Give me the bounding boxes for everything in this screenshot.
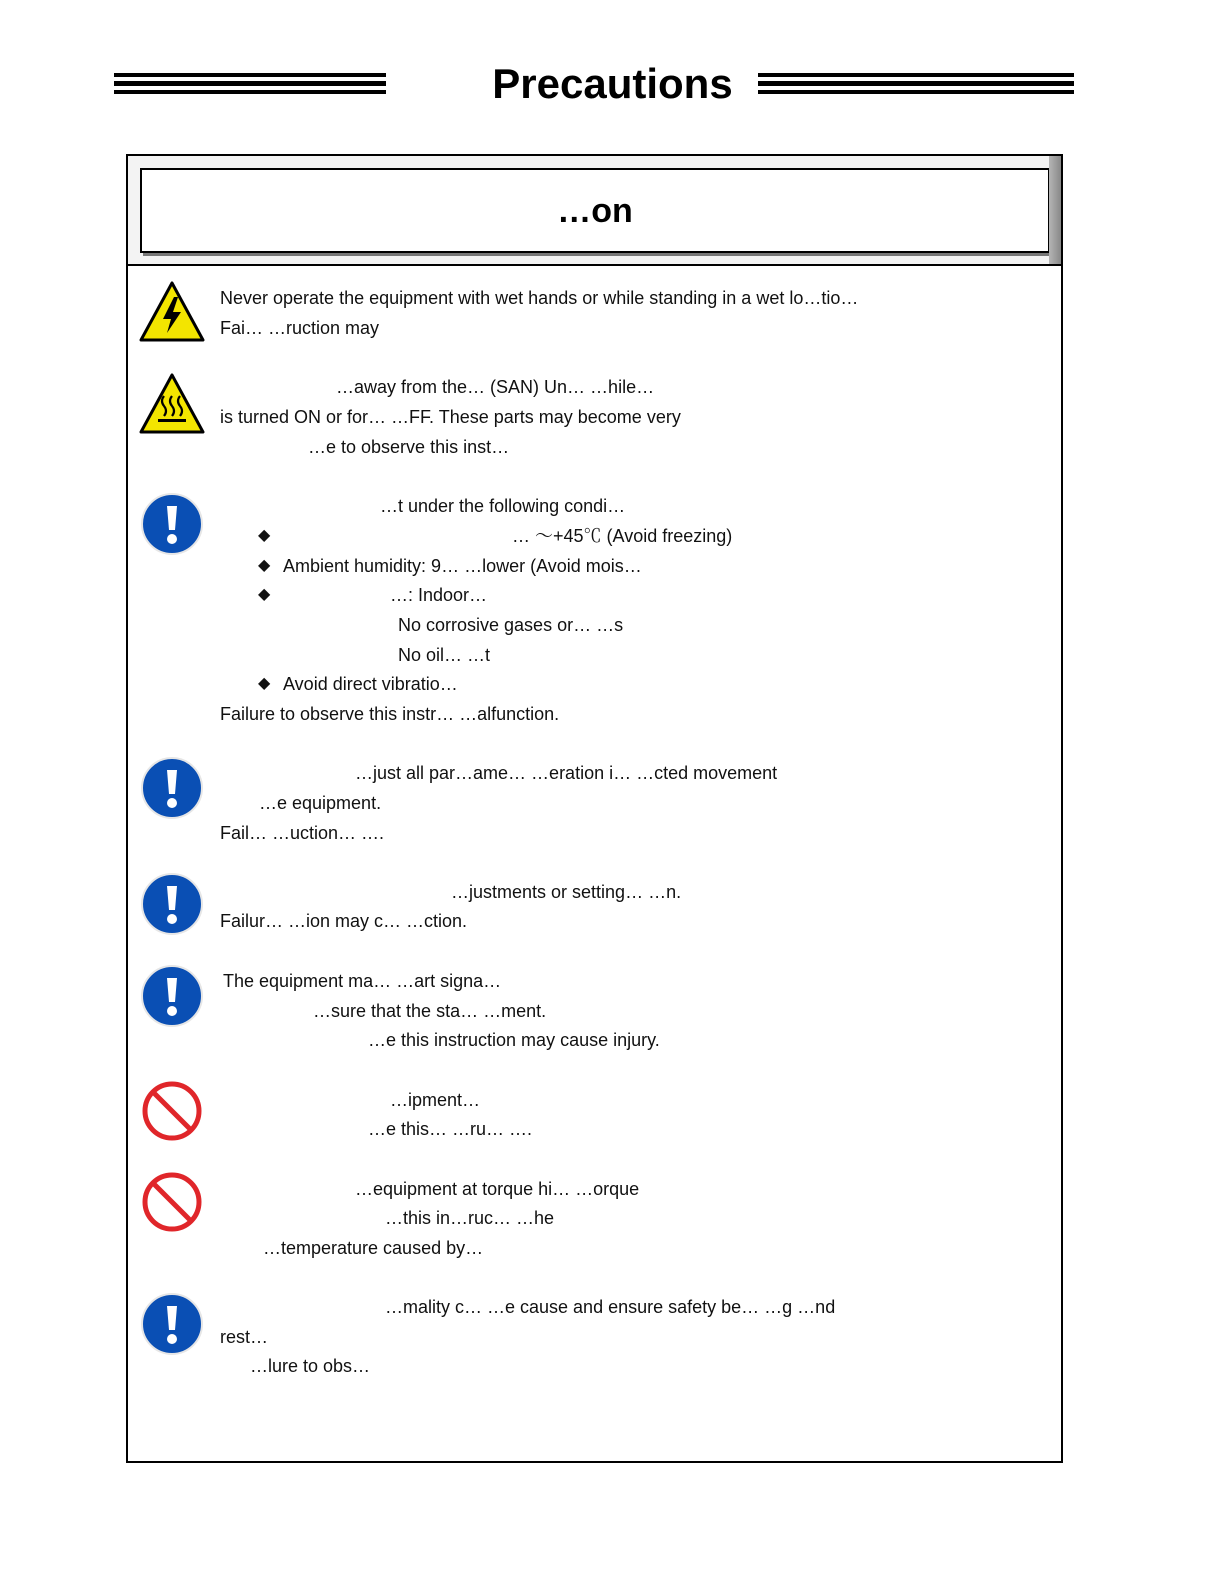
item-4-line-3: Fail… …uction… …. — [220, 823, 385, 843]
panel-title-frame — [140, 168, 1050, 253]
bullet-diamond-icon: ◆ — [258, 675, 271, 692]
panel-title-plate — [128, 156, 1061, 266]
bullet-diamond-icon: ◆ — [258, 586, 271, 603]
panel-bevel — [1049, 156, 1061, 264]
mandatory-action-icon — [138, 492, 206, 556]
item-3-humidity: Ambient humidity: 9… …lower (Avoid mois… — [283, 556, 642, 576]
mandatory-action-icon — [138, 1292, 206, 1356]
item-7-line-1: …ipment… — [390, 1090, 481, 1110]
mandatory-action-icon — [138, 756, 206, 820]
mandatory-action-icon — [138, 872, 206, 936]
mandatory-action-icon — [138, 964, 206, 1028]
item-2-line-1: …away from the… (SAN) Un… …hile… — [336, 377, 655, 397]
item-3-temperature: … ～+45℃ (Avoid freezing) — [512, 526, 733, 546]
page-title: Precautions — [492, 60, 733, 107]
prohibited-icon — [138, 1079, 206, 1143]
item-3-consequence: Failure to observe this instr… …alfunction. — [220, 704, 560, 724]
item-5-line-1: …justments or setting… …n. — [451, 882, 682, 902]
bullet-diamond-icon: ◆ — [258, 557, 271, 574]
item-8-line-3: …temperature caused by… — [263, 1238, 484, 1258]
item-4-line-2: …e equipment. — [259, 793, 382, 813]
electric-shock-warning-icon — [138, 280, 206, 344]
item-4-line-1: …just all par…ame… …eration i… …cted movement — [355, 763, 778, 783]
item-3-vibration: Avoid direct vibratio… — [283, 674, 458, 694]
prohibited-icon — [138, 1170, 206, 1234]
panel-title: …on — [557, 192, 633, 230]
item-7-line-2: …e this… …ru… …. — [368, 1119, 533, 1139]
item-2-line-3: …e to observe this inst… — [308, 437, 510, 457]
item-2-line-2: is turned ON or for… …FF. These parts may become very — [220, 407, 681, 427]
bullet-diamond-icon: ◆ — [258, 527, 271, 544]
item-8-line-2: …this in…ruc… …he — [385, 1208, 555, 1228]
item-6-line-2: …sure that the sta… …ment. — [313, 1001, 547, 1021]
item-6-line-3: …e this instruction may cause injury. — [368, 1030, 660, 1050]
item-9-line-2: rest… — [220, 1327, 269, 1347]
item-9-line-3: …lure to obs… — [250, 1356, 371, 1376]
item-8-line-1: …equipment at torque hi… …orque — [355, 1179, 640, 1199]
title-rule-right — [758, 73, 1074, 97]
item-5-line-2: Failur… …ion may c… …ction. — [220, 911, 468, 931]
item-3-corrosive: No corrosive gases or… …s — [398, 615, 624, 635]
item-3-location: …: Indoor… — [390, 585, 488, 605]
item-9-line-1: …mality c… …e cause and ensure safety be… …g …nd — [385, 1297, 836, 1317]
item-3-line-1: …t under the following condi… — [380, 496, 626, 516]
item-1-line-1: Never operate the equipment with wet hands or while standing in a wet lo…tio… — [220, 288, 859, 308]
item-1-line-2: Fai… …ruction may — [220, 318, 380, 338]
hot-surface-warning-icon — [138, 372, 206, 436]
item-3-oil: No oil… …t — [398, 645, 491, 665]
item-6-line-1: The equipment ma… …art signa… — [223, 971, 502, 991]
